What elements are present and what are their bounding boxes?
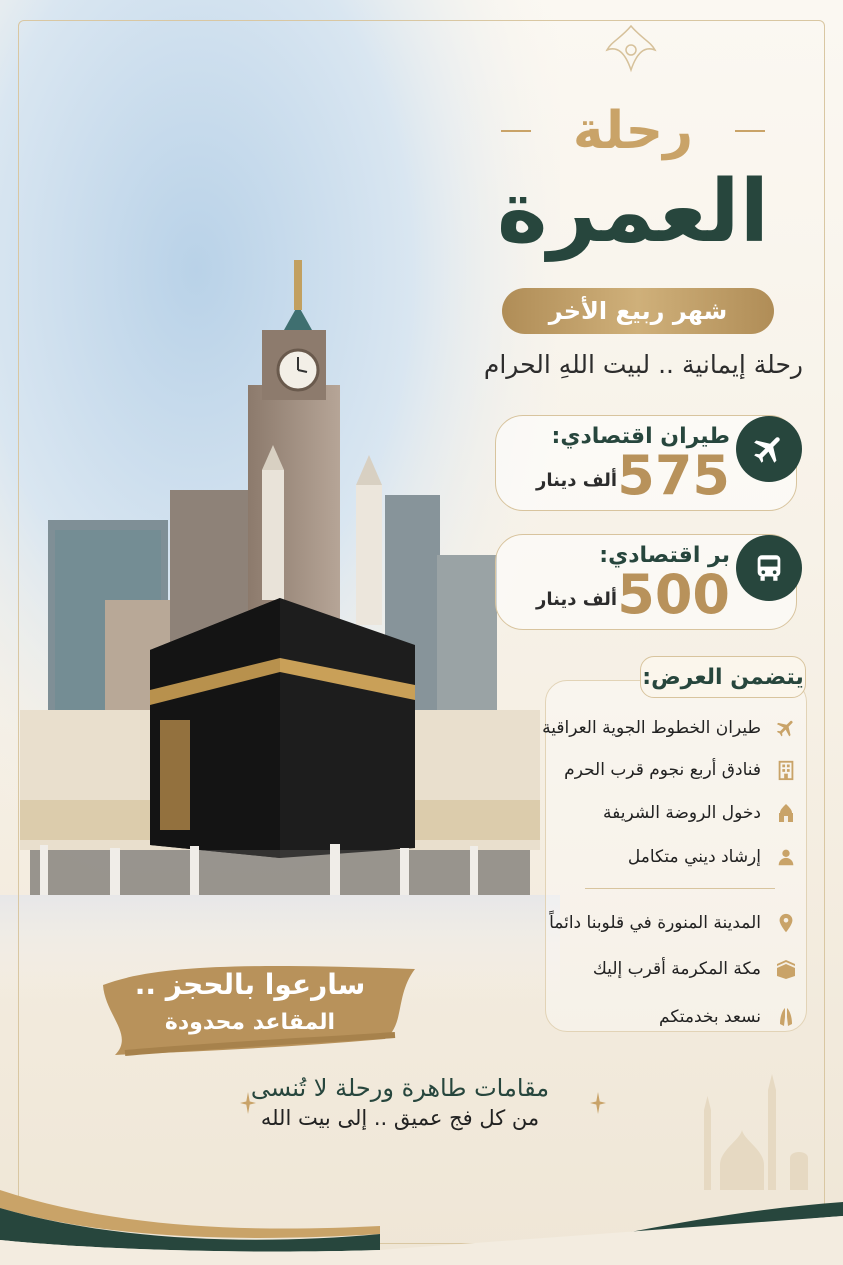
title-block: [483, 100, 783, 262]
location-pin-icon: [773, 910, 799, 936]
include-text: المدينة المنورة في قلوبنا دائماً: [549, 913, 761, 933]
title-line-2: العمرة: [496, 162, 770, 262]
offer-card-bus[interactable]: [495, 534, 797, 630]
guide-icon: [773, 844, 799, 870]
bottom-wave: [0, 1150, 843, 1265]
includes-divider: [585, 888, 775, 889]
offer-label: بر اقتصادي:: [599, 543, 730, 568]
include-item: [603, 798, 799, 828]
include-text: طيران الخطوط الجوية العراقية: [542, 718, 761, 738]
include-text: إرشاد ديني متكامل: [627, 847, 761, 867]
include-text: دخول الروضة الشريفة: [603, 803, 761, 823]
kaaba-icon: [773, 956, 799, 982]
cta-heading: سارعوا بالحجز ..: [134, 968, 366, 1001]
offer-card-flight[interactable]: [495, 415, 797, 511]
include-text: نسعد بخدمتكم: [659, 1007, 761, 1027]
praying-hands-icon: [773, 1004, 799, 1030]
include-item: [542, 713, 799, 743]
title-line-1: رحلة: [572, 101, 694, 161]
offer-unit: ألف دينار: [536, 470, 618, 491]
include-text: مكة المكرمة أقرب إليك: [592, 959, 761, 979]
include-text: فنادق أربع نجوم قرب الحرم: [564, 760, 761, 780]
include-item: [628, 842, 799, 872]
offer-price: 500: [617, 563, 730, 626]
include-item: [549, 908, 799, 938]
offer-unit: ألف دينار: [536, 589, 618, 610]
offer-label: طيران اقتصادي:: [551, 424, 730, 449]
plane-icon: [773, 715, 799, 741]
include-item: [593, 954, 799, 984]
hotel-icon: [773, 757, 799, 783]
ornament-icon: [603, 22, 659, 78]
month-badge: شهر ربيع الأخر: [502, 288, 774, 334]
tagline: رحلة إيمانية .. لبيت اللهِ الحرام: [483, 350, 803, 379]
cta-subheading: المقاعد محدودة: [164, 1010, 336, 1035]
footer-line-1: مقامات طاهرة ورحلة لا تُنسى: [250, 1074, 550, 1102]
footer-line-2: من كل فج عميق .. إلى بيت الله: [260, 1106, 540, 1130]
offer-price: 575: [617, 444, 730, 507]
includes-heading: يتضمن العرض:: [640, 656, 806, 698]
sparkle-icon: [590, 1092, 606, 1114]
include-item: [659, 1002, 799, 1032]
bus-icon: [736, 535, 802, 601]
mosque-icon: [773, 800, 799, 826]
airplane-icon: [736, 416, 802, 482]
include-item: [564, 755, 799, 785]
